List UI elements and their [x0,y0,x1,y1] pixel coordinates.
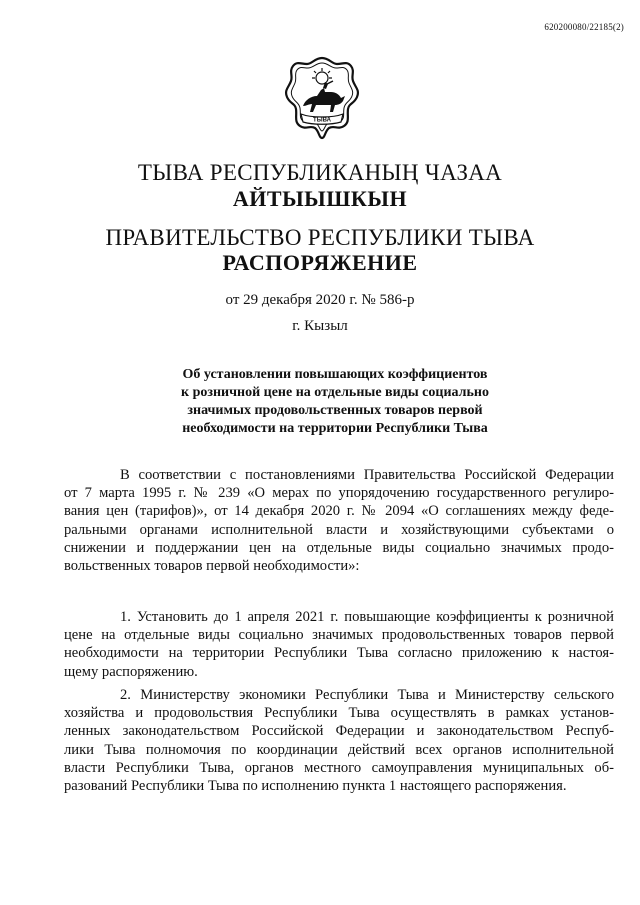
tyva-coat-of-arms-icon [283,54,361,146]
text-line: вольственных товаров первой необходимости»: [64,558,360,575]
text-line: вания цен (тарифов)», от 14 декабря 2020 г. № 2094 «О соглашениях между феде- [64,503,614,520]
document-city: г. Кызыл [292,318,348,334]
subject-line: к розничной цене на отдельные виды социально [181,385,489,400]
tyva-act-type: АЙТЫЫШКЫН [232,186,408,211]
subject-line: значимых продовольственных товаров первой [187,403,483,418]
document-subject [150,366,520,438]
subject-line: Об установлении повышающих коэффициентов [182,367,488,382]
act-type: РАСПОРЯЖЕНИЕ [222,250,418,275]
document-date-number: от 29 декабря 2020 г. № 586-р [225,292,415,308]
text-line: 2. Министерству экономики Республики Тыва и Министерству сельского [120,687,614,703]
text-line: ленных законодательством Российской Федерации и законодательством Респуб- [64,723,614,740]
government-title: ПРАВИТЕЛЬСТВО РЕСПУБЛИКИ ТЫВА [105,225,535,250]
text-line: снижении и поддержании цен на отдельные виды социально значимых продо- [64,539,614,556]
text-line: власти Республики Тыва, органов местного самоуправления муниципальных об- [64,759,614,776]
preamble-paragraph [64,466,614,575]
item-1-paragraph [64,608,614,681]
text-line: разований Республики Тыва по исполнению пункта 1 настоящего распоряжения. [64,778,567,795]
text-line: В соответствии с постановлениями Правительства Российской Федерации [120,467,614,483]
text-line: 1. Установить до 1 апреля 2021 г. повышающие коэффициенты к розничной [120,609,614,625]
text-line: от 7 марта 1995 г. № 239 «О мерах по упорядочению государственного регулиро- [64,485,614,502]
svg-text:ТЫВА: ТЫВА [313,117,331,124]
text-line: необходимости на территории Республики Тыва согласно приложению к настоя- [64,645,614,662]
tyva-government-title: ТЫВА РЕСПУБЛИКАНЫҢ ЧАЗАА [137,160,503,185]
text-line: хозяйства и продовольствия Республики Тыва осуществлять в рамках установ- [64,705,614,722]
text-line: ральными органами исполнительной власти и хозяйствующими субъектами о [64,521,614,538]
subject-line: необходимости на территории Республики Тыва [182,421,488,436]
text-line: цене на отдельные виды социально значимых продовольственных товаров первой [64,627,614,644]
text-line: лики Тыва полномочия по координации действий всех органов исполнительной [64,741,614,758]
text-line: щему распоряжению. [64,663,198,680]
document-id: 620200080/22185(2) [544,22,624,32]
item-2-paragraph [64,686,614,795]
